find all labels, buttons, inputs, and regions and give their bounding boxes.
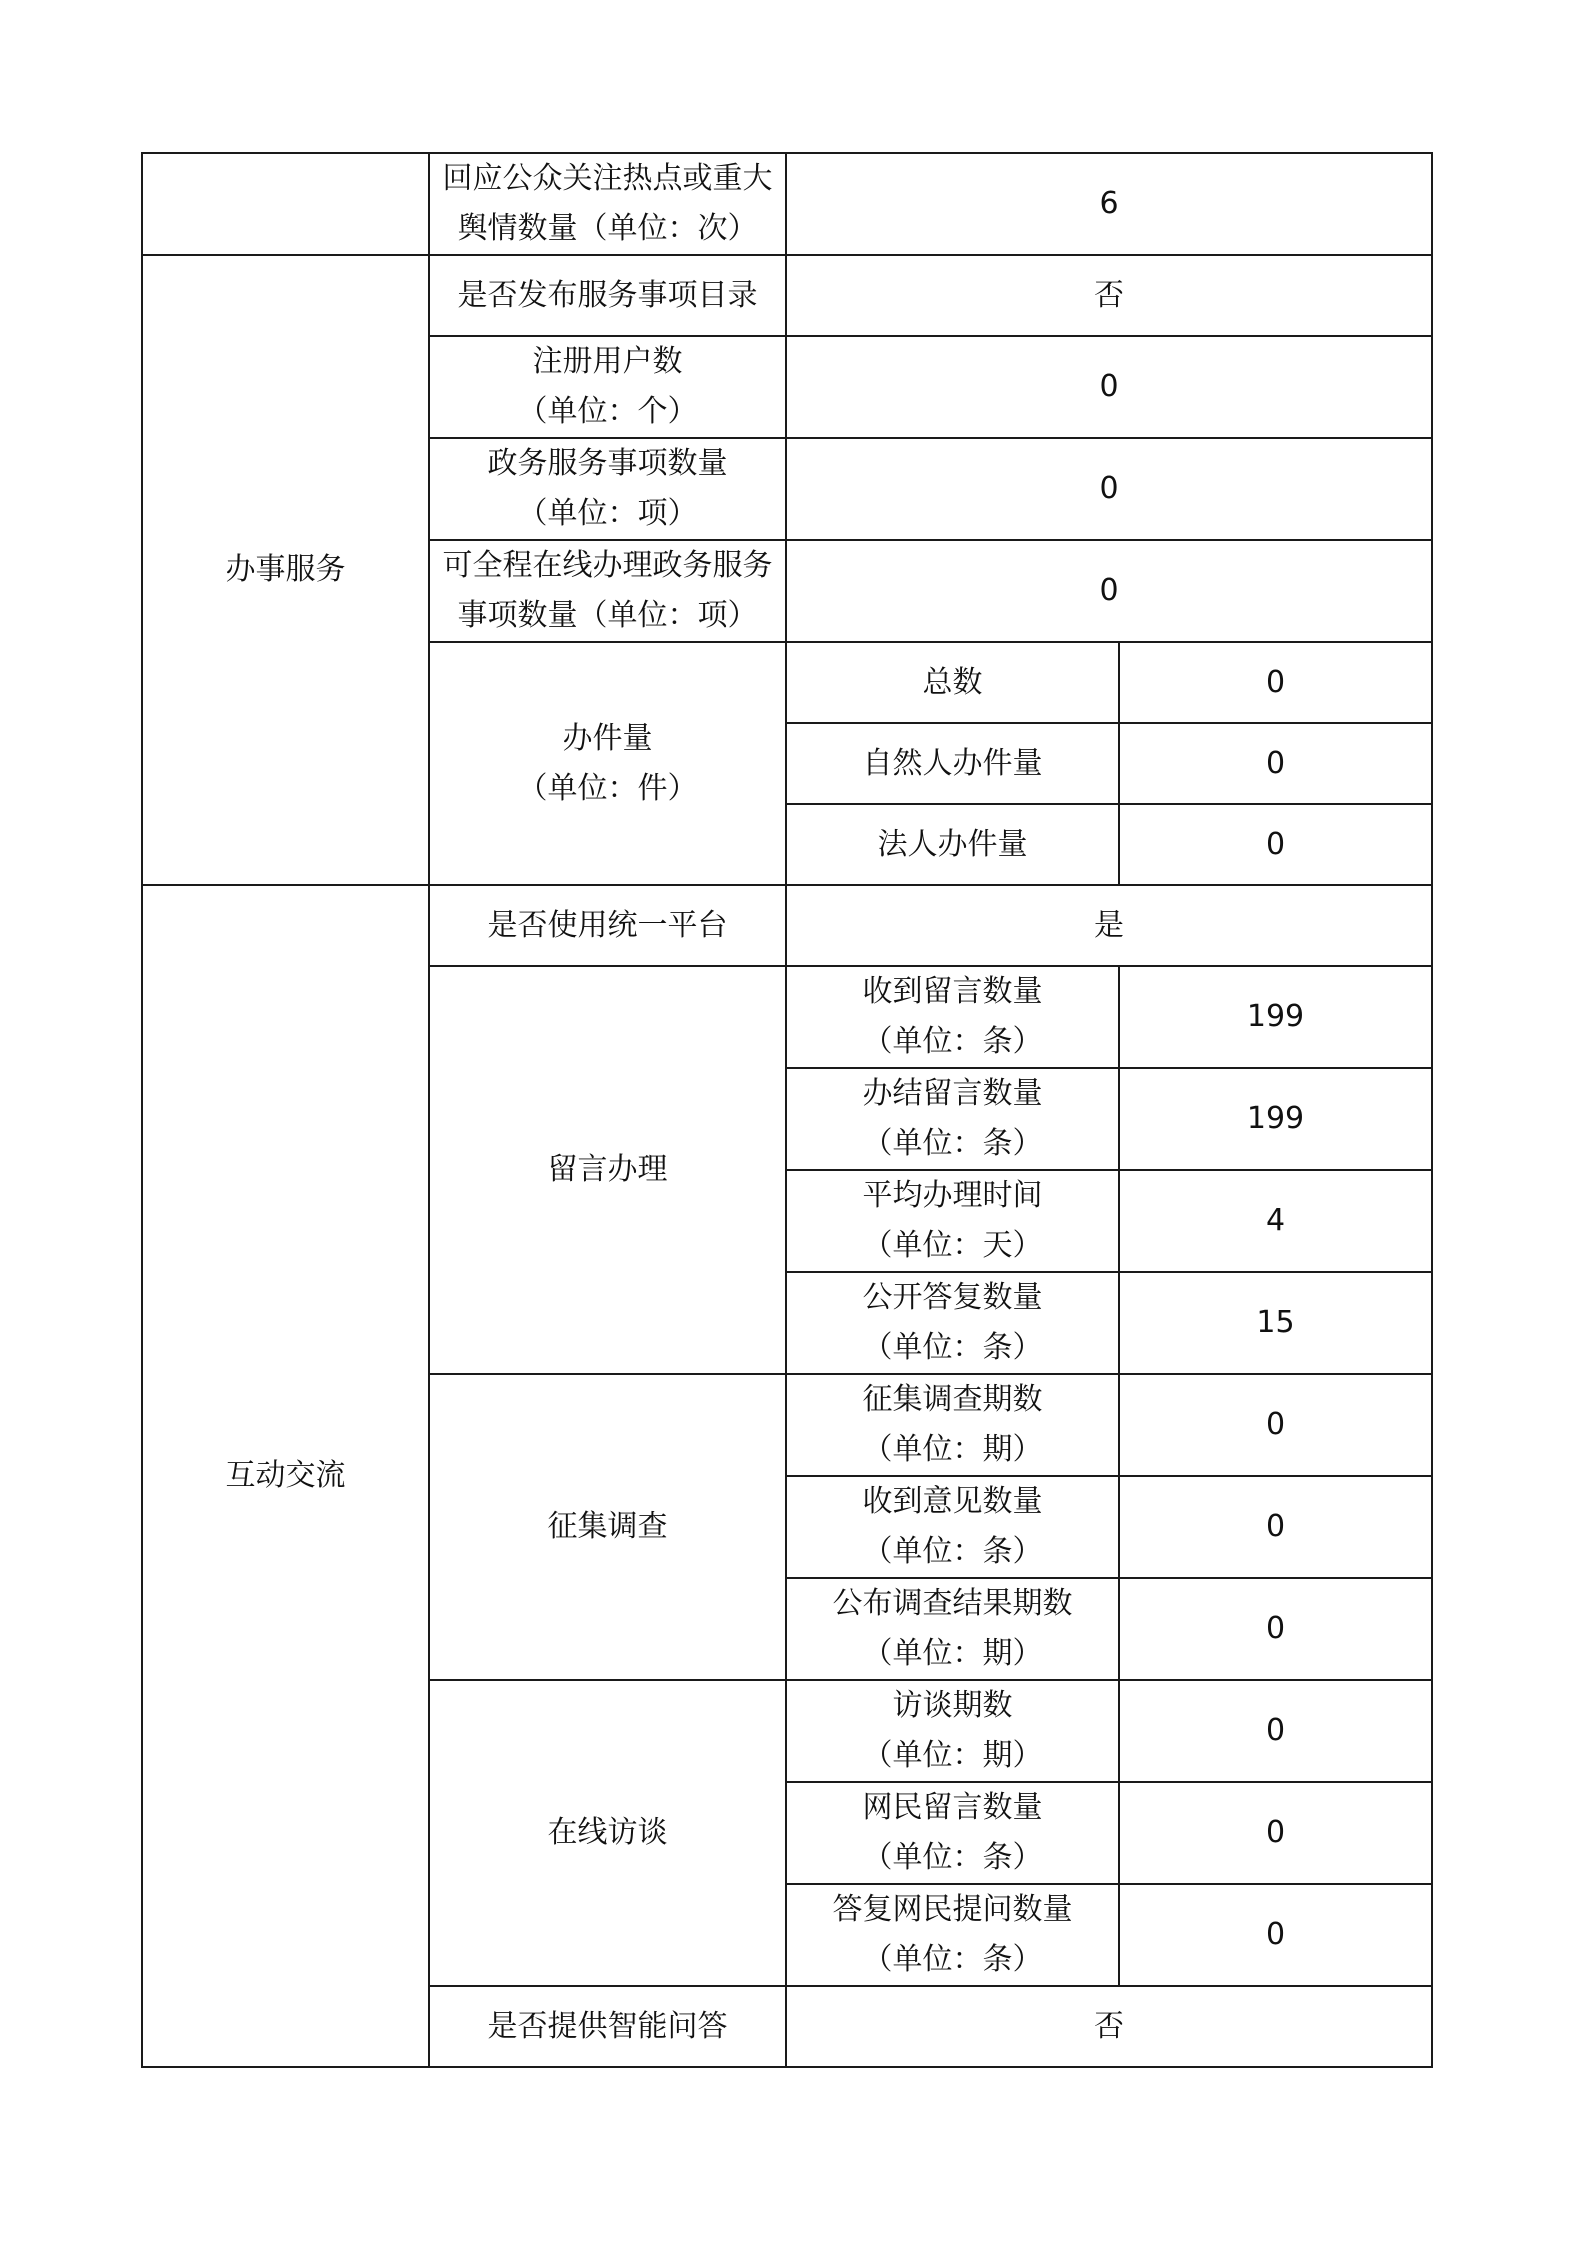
registered-users-label-line2: （单位：个） [517,394,698,429]
received-messages-label-line2: （单位：条） [862,1024,1043,1059]
case-volume-label-line2: （单位：件） [517,770,698,806]
received-messages-value: 199 [1119,966,1432,1068]
netizen-answers-value: 0 [1119,1884,1432,1986]
average-handling-time-label-line2: （单位：天） [862,1228,1043,1263]
legal-person-cases-value: 0 [1119,804,1432,885]
case-volume-label-line1: 办件量 [562,720,653,756]
interview-periods-label-line1: 访谈期数 [892,1688,1013,1723]
concluded-messages-label [786,1068,1119,1170]
online-interview-group: 在线访谈 [429,1680,786,1986]
service-items-label-line2: （单位：项） [517,496,698,531]
smart-qa-label: 是否提供智能问答 [429,1986,786,2067]
average-handling-time-label [786,1170,1119,1272]
opinions-received-label [786,1476,1119,1578]
survey-periods-value: 0 [1119,1374,1432,1476]
message-handling-group: 留言办理 [429,966,786,1374]
concluded-messages-value: 199 [1119,1068,1432,1170]
received-messages-label [786,966,1119,1068]
service-catalog-label: 是否发布服务事项目录 [429,255,786,336]
public-replies-label-line1: 公开答复数量 [862,1280,1043,1315]
interaction-category: 互动交流 [142,885,429,2067]
survey-group: 征集调查 [429,1374,786,1680]
public-replies-label [786,1272,1119,1374]
online-items-label: 可全程在线办理政务服务事项数量（单位：项） [429,540,786,642]
natural-person-cases-value: 0 [1119,723,1432,804]
published-results-label [786,1578,1119,1680]
interview-periods-label-line2: （单位：期） [862,1738,1043,1773]
netizen-messages-label-line2: （单位：条） [862,1840,1043,1875]
interview-periods-value: 0 [1119,1680,1432,1782]
netizen-messages-label-line1: 网民留言数量 [862,1790,1043,1825]
unified-platform-value: 是 [786,885,1432,966]
published-results-label-line2: （单位：期） [862,1636,1043,1671]
received-messages-label-line1: 收到留言数量 [862,974,1043,1009]
smart-qa-value: 否 [786,1986,1432,2067]
concluded-messages-label-line2: （单位：条） [862,1126,1043,1161]
survey-periods-label-line2: （单位：期） [862,1432,1043,1467]
netizen-answers-label-line1: 答复网民提问数量 [832,1892,1073,1927]
opinions-received-label-line2: （单位：条） [862,1534,1043,1569]
case-total-value: 0 [1119,642,1432,723]
case-total-label: 总数 [786,642,1119,723]
registered-users-label [429,336,786,438]
public-replies-label-line2: （单位：条） [862,1330,1043,1365]
hotspot-response-label: 回应公众关注热点或重大舆情数量（单位：次） [429,153,786,255]
average-handling-time-label-line1: 平均办理时间 [862,1178,1043,1213]
online-items-value: 0 [786,540,1432,642]
empty-category-cell [142,153,429,255]
case-volume-label [429,642,786,885]
netizen-messages-label [786,1782,1119,1884]
opinions-received-label-line1: 收到意见数量 [862,1484,1043,1519]
service-category: 办事服务 [142,255,429,885]
netizen-answers-label [786,1884,1119,1986]
statistics-table [141,152,1433,2068]
interview-periods-label [786,1680,1119,1782]
natural-person-cases-label: 自然人办件量 [786,723,1119,804]
hotspot-response-value: 6 [786,153,1432,255]
published-results-value: 0 [1119,1578,1432,1680]
netizen-answers-label-line2: （单位：条） [862,1942,1043,1977]
legal-person-cases-label: 法人办件量 [786,804,1119,885]
opinions-received-value: 0 [1119,1476,1432,1578]
average-handling-time-value: 4 [1119,1170,1432,1272]
registered-users-value: 0 [786,336,1432,438]
service-items-label [429,438,786,540]
service-catalog-value: 否 [786,255,1432,336]
unified-platform-label: 是否使用统一平台 [429,885,786,966]
public-replies-value: 15 [1119,1272,1432,1374]
netizen-messages-value: 0 [1119,1782,1432,1884]
service-items-value: 0 [786,438,1432,540]
published-results-label-line1: 公布调查结果期数 [832,1586,1073,1621]
survey-periods-label-line1: 征集调查期数 [862,1382,1043,1417]
registered-users-label-line1: 注册用户数 [532,344,683,379]
service-items-label-line1: 政务服务事项数量 [487,446,728,481]
concluded-messages-label-line1: 办结留言数量 [862,1076,1043,1111]
survey-periods-label [786,1374,1119,1476]
